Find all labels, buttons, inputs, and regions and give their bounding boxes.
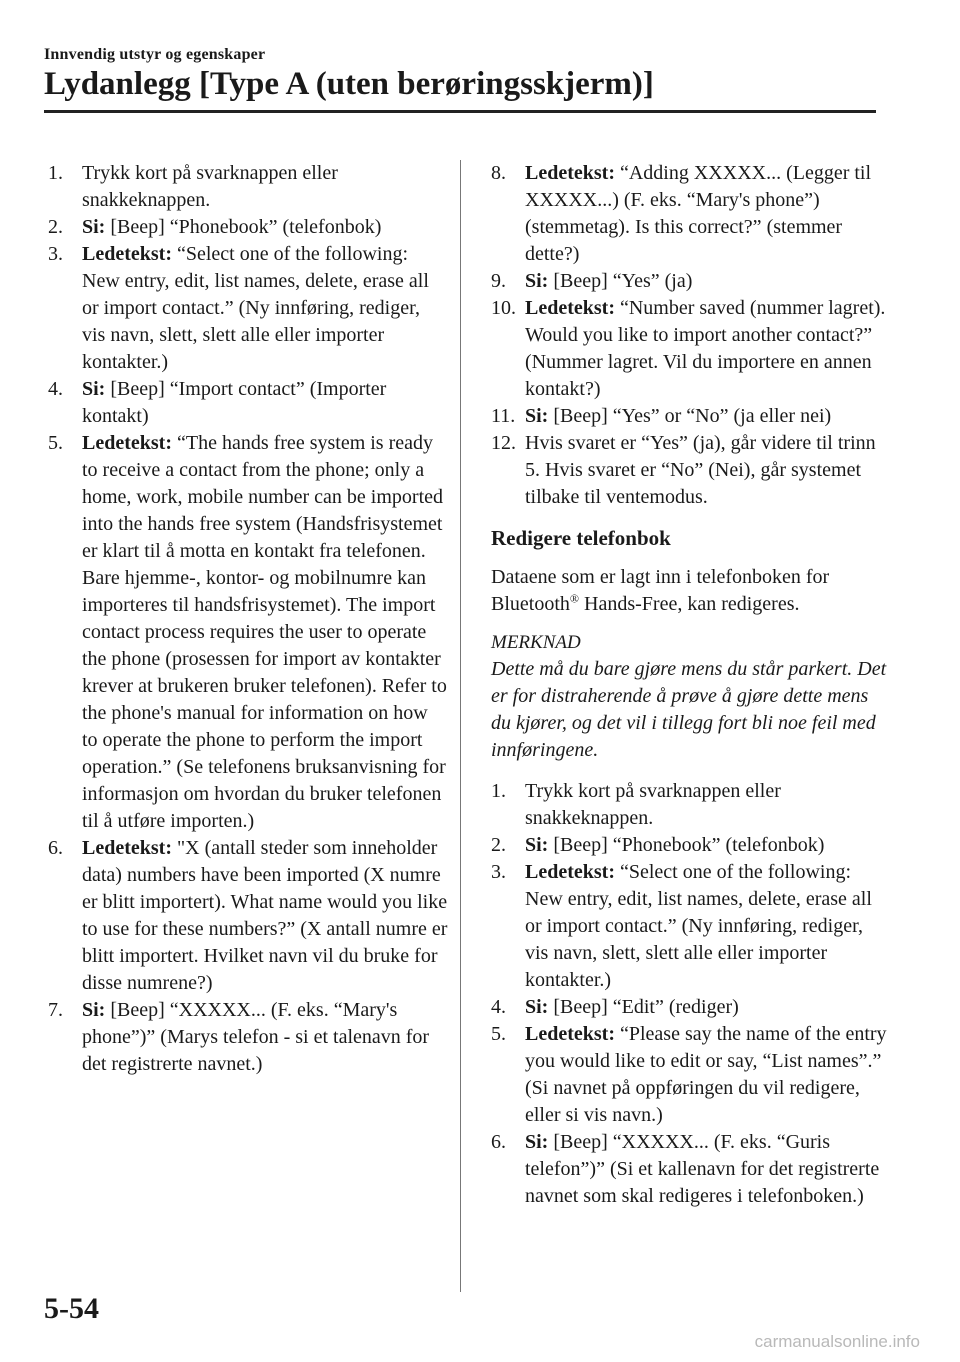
list-item <box>491 832 891 859</box>
step-label: Si: <box>82 999 106 1021</box>
step-label: Ledetekst: <box>82 837 172 859</box>
step-number: 11. <box>491 405 516 427</box>
step-number: 1. <box>491 780 506 802</box>
step-label: Si: <box>525 405 549 427</box>
step-number: 1. <box>48 162 63 184</box>
step-label: Si: <box>525 996 549 1018</box>
left-column <box>48 160 448 1078</box>
step-text: [Beep] “Yes” (ja) <box>548 270 693 292</box>
step-number: 2. <box>491 834 506 856</box>
list-item <box>491 403 891 430</box>
step-text: [Beep] “XXXXX... (F. eks. “Mary's phone”)” (Marys telefon - si et talenavn for det registrerte navnet.) <box>82 999 430 1075</box>
step-number: 7. <box>48 999 63 1021</box>
watermark: carmanualsonline.info <box>754 1332 920 1351</box>
step-number: 6. <box>491 1131 506 1153</box>
step-label: Ledetekst: <box>525 861 615 883</box>
step-text: “Please say the name of the entry you would like to edit or say, “List names”.” (Si navnet på oppføringen du vil redigere, eller si vis navn.) <box>525 1023 887 1126</box>
step-label: Si: <box>82 378 106 400</box>
step-text: [Beep] “Phonebook” (telefonbok) <box>548 834 825 856</box>
list-item <box>48 241 448 376</box>
intro-text: Dataene som er lagt inn i telefonboken for Bluetooth <box>491 566 830 615</box>
step-text: [Beep] “Phonebook” (telefonbok) <box>105 216 382 238</box>
list-item <box>48 835 448 997</box>
page-number: 5-54 <box>44 1292 99 1325</box>
step-text: Trykk kort på svarknappen eller snakkeknappen. <box>525 780 781 829</box>
list-item <box>48 430 448 835</box>
edit-steps-list <box>491 778 891 1210</box>
edit-phonebook-heading: Redigere telefonbok <box>491 526 671 550</box>
step-number: 10. <box>491 297 516 319</box>
step-label: Ledetekst: <box>82 243 172 265</box>
step-label: Si: <box>525 1131 549 1153</box>
list-item <box>491 778 891 832</box>
list-item <box>491 1021 891 1129</box>
list-item <box>491 994 891 1021</box>
step-number: 5. <box>48 432 63 454</box>
step-text: Trykk kort på svarknappen eller snakkeknappen. <box>82 162 338 211</box>
list-item <box>48 997 448 1078</box>
intro-text-end: Hands-Free, kan redigeres. <box>579 593 800 615</box>
step-text: “Select one of the following: New entry, edit, list names, delete, erase all or import contact.” (Ny innføring, rediger, vis navn, slett, slett alle eller importer kontakter.) <box>82 243 429 373</box>
step-number: 9. <box>491 270 506 292</box>
registered-mark: ® <box>569 591 580 606</box>
column-divider <box>460 160 461 1292</box>
list-item <box>491 268 891 295</box>
list-item <box>48 214 448 241</box>
step-text: “Adding XXXXX... (Legger til XXXXX...) (F. eks. “Mary's phone”) (stemmetag). Is this correct?” (stemmer dette?) <box>525 162 872 265</box>
list-item <box>491 1129 891 1210</box>
section-label: Innvendig utstyr og egenskaper <box>44 46 266 63</box>
step-number: 12. <box>491 432 516 454</box>
import-steps-list <box>48 160 448 1078</box>
step-label: Si: <box>525 270 549 292</box>
step-number: 5. <box>491 1023 506 1045</box>
step-label: Si: <box>525 834 549 856</box>
step-label: Si: <box>82 216 106 238</box>
step-text: "X (antall steder som inneholder data) numbers have been imported (X numre er blitt importert). What name would you like to use for these numbers?” (X antall numre er blitt importert. Hvilket navn vil du bruke for disse numrene?) <box>82 837 448 994</box>
import-steps-continued-list <box>491 160 891 511</box>
list-item <box>491 859 891 994</box>
step-text: [Beep] “Yes” or “No” (ja eller nei) <box>548 405 832 427</box>
step-text: Hvis svaret er “Yes” (ja), går videre til trinn 5. Hvis svaret er “No” (Nei), går systemet tilbake til ventemodus. <box>525 432 876 508</box>
step-label: Ledetekst: <box>525 162 615 184</box>
note-label: MERKNAD <box>491 632 581 653</box>
step-label: Ledetekst: <box>525 297 615 319</box>
step-text: [Beep] “Edit” (rediger) <box>548 996 739 1018</box>
note-text: Dette må du bare gjøre mens du står parkert. Det er for distraherende å prøve å gjøre dette mens du kjører, og det vil i tillegg fort bli noe feil med innføringene. <box>491 658 887 761</box>
step-number: 2. <box>48 216 63 238</box>
step-number: 3. <box>491 861 506 883</box>
list-item <box>491 160 891 268</box>
step-number: 3. <box>48 243 63 265</box>
step-number: 6. <box>48 837 63 859</box>
list-item <box>48 160 448 214</box>
list-item <box>491 295 891 403</box>
right-column <box>491 160 891 1210</box>
step-number: 4. <box>491 996 506 1018</box>
page-title: Lydanlegg [Type A (uten berøringsskjerm)] <box>44 66 654 102</box>
step-text: “Select one of the following: New entry, edit, list names, delete, erase all or import contact.” (Ny innføring, rediger, vis navn, slett, slett alle eller importer kontakter.) <box>525 861 872 991</box>
step-text: “The hands free system is ready to receive a contact from the phone; only a home, work, mobile number can be imported into the hands free system (Handsfrisystemet er klart til å motta en kontakt fra telefonen. Bare hjemme-, kontor- og mobilnumre kan importeres til handsfrisystemet). The import contact process requires the user to operate the phone (prosessen for import av kontakter krever at brukeren bruker telefonen). Refer to the phone's manual for information on how to operate the phone to perform the import operation.” (Se telefonens bruksanvisning for informasjon om hvordan du bruker telefonen til å utføre importen.) <box>82 432 447 832</box>
step-text: “Number saved (nummer lagret). Would you like to import another contact?” (Nummer lagret. Vil du importere en annen kontakt?) <box>525 297 886 400</box>
edit-intro-paragraph <box>491 564 891 618</box>
title-rule <box>44 110 876 113</box>
step-label: Ledetekst: <box>525 1023 615 1045</box>
step-label: Ledetekst: <box>82 432 172 454</box>
list-item <box>48 376 448 430</box>
step-number: 4. <box>48 378 63 400</box>
list-item <box>491 430 891 511</box>
step-text: [Beep] “Import contact” (Importer kontakt) <box>82 378 387 427</box>
step-number: 8. <box>491 162 506 184</box>
step-text: [Beep] “XXXXX... (F. eks. “Guris telefon”)” (Si et kallenavn for det registrerte navnet som skal redigeres i telefonboken.) <box>525 1131 880 1207</box>
